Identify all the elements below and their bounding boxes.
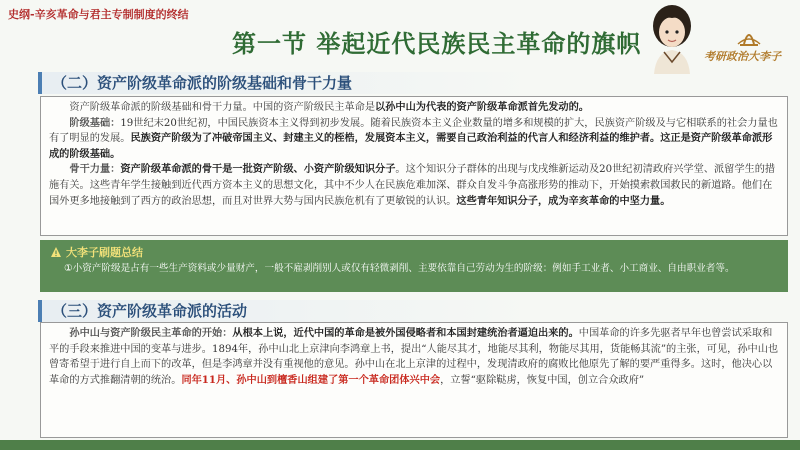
paragraph-intro xyxy=(49,100,779,116)
summary-heading xyxy=(50,244,778,260)
class-basis-label: 阶级基础： xyxy=(69,117,121,129)
section-2-content xyxy=(40,96,788,236)
warning-icon xyxy=(50,246,62,258)
intro-bold: 以孙中山为代表的资产阶级革命派首先发动的。 xyxy=(375,101,589,113)
section-3-content xyxy=(40,322,788,438)
sun-body: 中国革命的许多先驱者早年也曾尝试采取和平的手段来推进中国的变革与进步。1894年，孙中山北上京津向李鸿章上书，提出“人能尽其才，地能尽其利，物能尽其用，货能畅其流”的主张，可见，孙中山也曾寄希望于进行自上而下的改革，但是李鸿章并没有重视他的意见。孙中山在北上京津的过程中，发现清政府的腐败比他原先了解的要严重得多。这时，他决心以革命的方式推翻清朝的统治。 xyxy=(49,328,779,386)
sun-label: 孙中山与资产阶级民主革命的开始： xyxy=(69,328,233,339)
page-title: 第一节 举起近代民族民主革命的旗帜 xyxy=(232,30,642,58)
intro-text: 资产阶级革命派的阶级基础和骨干力量。中国的资产阶级民主革命是 xyxy=(69,102,376,113)
paragraph-class-basis xyxy=(49,116,779,163)
section-heading-2: （二）资产阶级革命派的阶级基础和骨干力量 xyxy=(38,72,538,94)
section-heading-3: （三）资产阶级革命派的活动 xyxy=(38,300,538,322)
backbone-bold: 资产阶级革命派的骨干是一批资产阶级、小资产阶级知识分子 xyxy=(120,163,396,176)
class-basis-bold: 民族资产阶级为了冲破帝国主义、封建主义的桎梏，发展资本主义，需要自己政治利益的代言人和经济利益的维护者。这正是资产阶级革命派形成的阶级基础。 xyxy=(49,132,773,160)
sun-bold: 从根本上说，近代中国的革命是被外国侵略者和本国封建统治者逼迫出来的。 xyxy=(232,327,579,339)
teacher-avatar xyxy=(646,2,698,74)
sun-tail: ，立誓“驱除鞑虏，恢复中国，创立合众政府” xyxy=(440,374,645,386)
sun-highlight: 同年11月、孙中山到檀香山组建了第一个革命团体兴中会 xyxy=(181,373,441,386)
summary-title: 大李子刷题总结 xyxy=(66,246,143,259)
course-label: 史纲-辛亥革命与君主专制制度的终结 xyxy=(8,8,189,21)
backbone-label: 骨干力量： xyxy=(69,164,121,176)
backbone-conclusion: 这些青年知识分子，成为辛亥革命的中坚力量。 xyxy=(456,194,671,207)
class-basis-text: 19世纪末20世纪初，中国民族资本主义得到初步发展。随着民族资本主义企业数量的增多和规模的扩大，民族资产阶级及与它相联系的社会力量也有了明显的发展。 xyxy=(49,117,778,145)
paragraph-backbone xyxy=(49,162,779,209)
summary-box xyxy=(40,240,788,292)
backbone-text: 。这个知识分子群体的出现与戊戌维新运动及20世纪初清政府兴学堂、派留学生的措施有关。这些青年学生接触到近代西方资本主义的思想文化，其中不少人在民族危难加深、群众自发斗争高涨形势的推动下，开始摸索救国救民的新道路。他们在国外更多地接触到了西方的政治思想，而且对世界大势与国内民族危机有了更敏锐的认识。 xyxy=(49,164,776,207)
footer-strip xyxy=(0,440,800,450)
summary-text: ①小资产阶级是占有一些生产资料或少量财产，一般不雇剥削别人或仅有轻微剥削、主要依靠自己劳动为生的阶级：例如手工业者、小工商业、自由职业者等。 xyxy=(64,263,735,274)
brand-name: 考研政治大李子 xyxy=(704,50,781,63)
paragraph-sun-yat-sen xyxy=(49,326,779,388)
